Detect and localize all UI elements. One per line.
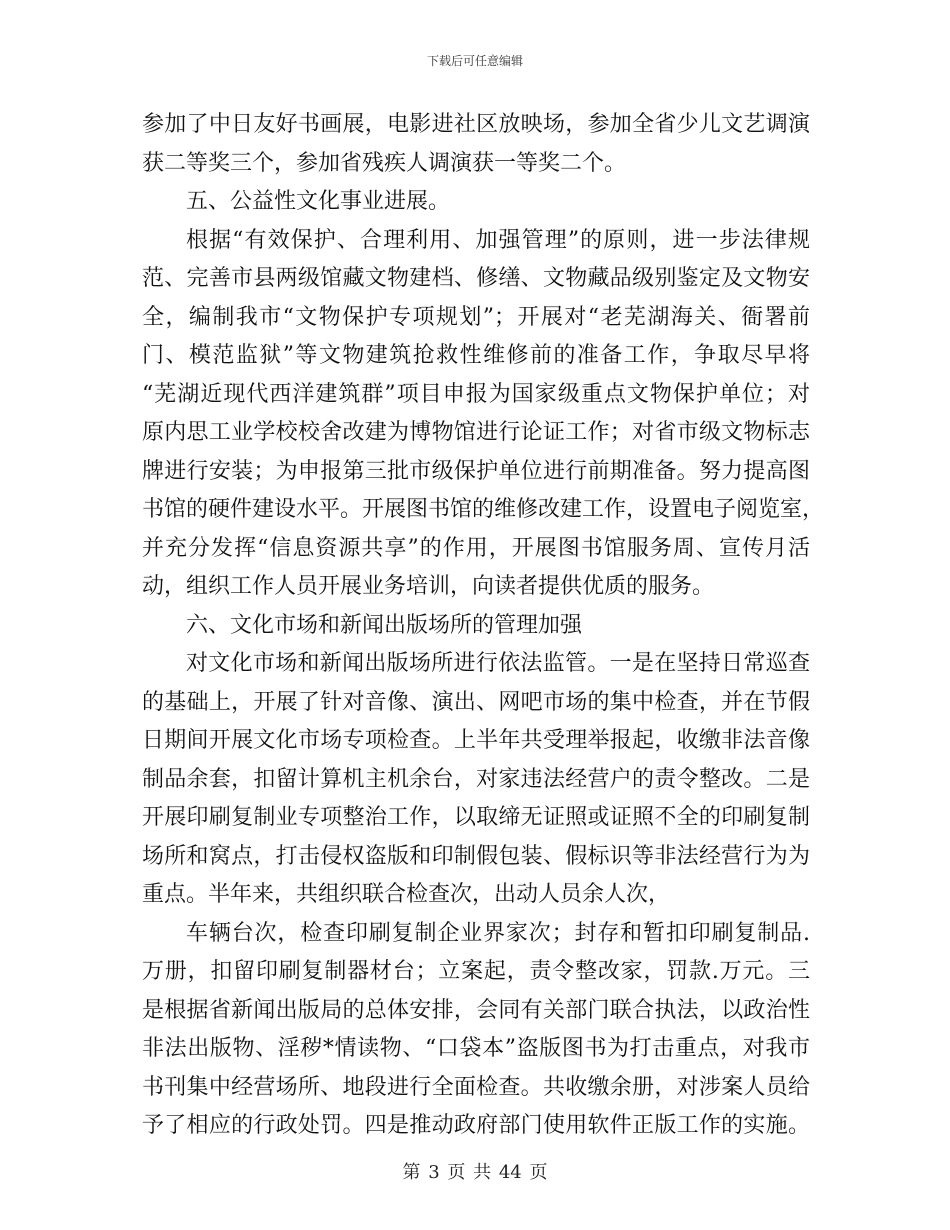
text-line: 是根据省新闻出版局的总体安排，会同有关部门联合执法，以政治性 (142, 997, 810, 1023)
text-line: 参加了中日友好书画展，电影进社区放映场，参加全省少儿文艺调演 (142, 112, 810, 137)
text-line: 车辆台次，检查印刷复制企业界家次；封存和暂扣印刷复制品. (186, 920, 810, 946)
text-line: 予了相应的行政处罚。四是推动政府部门使用软件正版工作的实施。 (142, 1113, 810, 1138)
text-line: 动，组织工作人员开展业务培训，向读者提供优质的服务。 (142, 574, 715, 599)
text-line: “芜湖近现代西洋建筑群”项目申报为国家级重点文物保护单位；对 (142, 381, 810, 407)
text-line: 日期间开展文化市场专项检查。上半年共受理举报起，收缴非法音像 (142, 728, 810, 753)
text-line: 的基础上，开展了针对音像、演出、网吧市场的集中检查，并在节假 (142, 689, 810, 715)
text-line: 门、模范监狱”等文物建筑抢救性维修前的准备工作，争取尽早将 (142, 343, 810, 368)
body-text (142, 106, 825, 1146)
text-line: 书刊集中经营场所、地段进行全面检查。共收缴余册，对涉案人员给 (142, 1074, 810, 1100)
page-number-footer: 第 3 页 共 44 页 (402, 1162, 548, 1183)
section-heading: 六、文化市场和新闻出版场所的管理加强 (186, 612, 583, 638)
text-line: 非法出版物、淫秽*情读物、“口袋本”盗版图书为打击重点，对我市 (142, 1036, 810, 1061)
text-line: 对文化市场和新闻出版场所进行依法监管。一是在坚持日常巡查 (186, 651, 810, 676)
text-line: 场所和窝点，打击侵权盗版和印制假包装、假标识等非法经营行为为 (142, 843, 810, 869)
text-line: 牌进行安装；为申报第三批市级保护单位进行前期准备。努力提高图 (142, 458, 810, 484)
text-line: 万册，扣留印刷复制器材台；立案起，责令整改家，罚款.万元。三 (142, 959, 810, 984)
text-line: 并充分发挥“信息资源共享”的作用，开展图书馆服务周、宣传月活 (142, 535, 810, 561)
text-line: 书馆的硬件建设水平。开展图书馆的维修改建工作，设置电子阅览室， (142, 497, 825, 522)
section-heading: 五、公益性文化事业进展。 (186, 189, 451, 214)
header-note: 下载后可任意编辑 (426, 54, 523, 68)
text-line: 根据“有效保护、合理利用、加强管理”的原则，进一步法律规 (186, 227, 810, 253)
text-line: 开展印刷复制业专项整治工作，以取缔无证照或证照不全的印刷复制 (142, 805, 810, 830)
text-line: 范、完善市县两级馆藏文物建档、修缮、文物藏品级别鉴定及文物安 (142, 266, 810, 291)
text-line: 原内思工业学校校舍改建为博物馆进行论证工作；对省市级文物标志 (142, 420, 810, 445)
text-line: 全，编制我市“文物保护专项规划”；开展对“老芜湖海关、衙署前 (142, 304, 810, 330)
text-line: 重点。半年来，共组织联合检查次，出动人员余人次， (142, 882, 671, 907)
text-line: 获二等奖三个，参加省残疾人调演获一等奖二个。 (142, 150, 627, 176)
text-line: 制品余套，扣留计算机主机余台，对家违法经营户的责令整改。二是 (142, 766, 810, 792)
